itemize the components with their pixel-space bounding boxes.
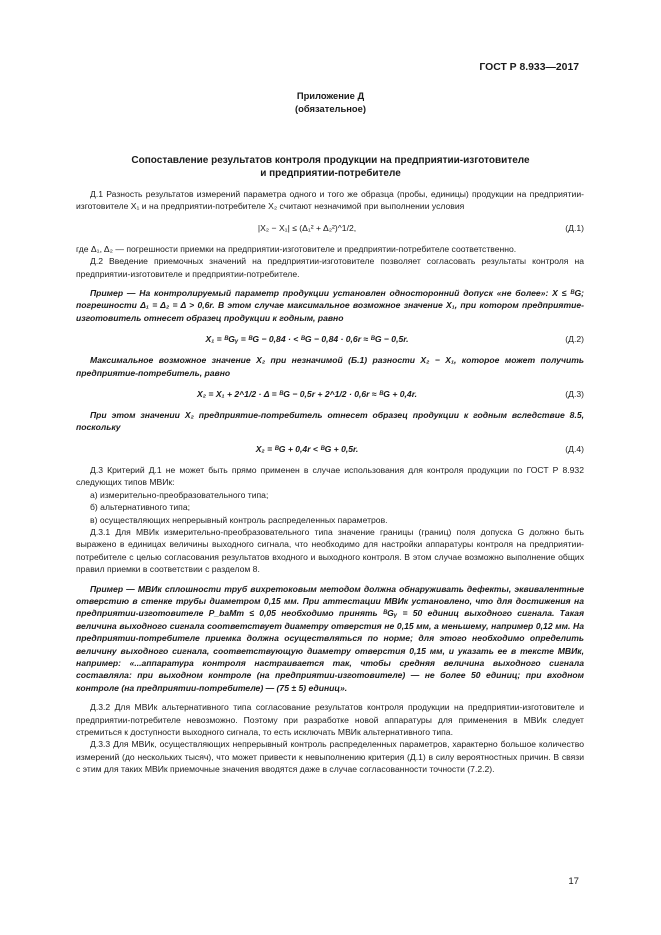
appendix-title [60,154,601,180]
equation-number: (Д.3) [565,389,584,400]
paragraph-where: где Δ₁, Δ₂ — погрешности приемки на предприятии-изготовителе и предприятии-потребителе соответственно. [76,243,517,254]
equation-d3 [76,388,584,400]
equation-formula: X₁ = ᴮGᵧ = ᴮG − 0,84 · < ᴮG − 0,84 · 0,6r ≈ ᴮG − 0,5r. [205,334,409,345]
paragraph-d32: Д.3.2 Для МВИк альтернативного типа согласование результатов контроля продукции на предприятии-изготовителе и предприятии-потребителе невозможно. Поэтому при разработке новой аппаратуры для применения в МВИк следует стремиться к доступности выходного сигнала, то есть исключать МВИк альтернативного типа. [76,702,584,737]
document-body [76,188,584,776]
paragraph-d33: Д.3.3 Для МВИк, осуществляющих непрерывный контроль распределенных параметров, характерно большое количество измерений (до нескольких тысяч), что может привести к невыполнению критерия (Д.1) в силу вероятностных причин. В связи с этим для таких МВИк приемочные значения вводятся даже в случае согласованности точности (7.2.2). [76,739,584,775]
equation-formula: X₂ = X₁ + 2^1/2 · Δ = ᴮG − 0,5r + 2^1/2 · 0,6r ≈ ᴮG + 0,4r. [197,389,417,400]
equation-number: (Д.4) [565,443,584,454]
appendix-heading [0,90,661,115]
document-header: ГОСТ Р 8.933—2017 [479,62,579,73]
equation-d4 [76,443,584,455]
equation-d1 [76,222,584,234]
page-number: 17 [568,876,579,887]
equation-number: (Д.2) [565,334,584,345]
example-3: При этом значении X₂ предприятие-потребитель отнесет образец продукции к годным вследствие 8.5, поскольку [76,410,584,433]
paragraph-d1: Д.1 Разность результатов измерений параметра одного и того же образца (пробы, единицы) продукции на предприятии-изготовителе X₁ и на предприятии-потребителе X₂ считают незначимой при выполнении условия [76,189,584,212]
list-item-b: б) альтернативного типа; [90,502,191,513]
equation-formula: |X₂ − X₁| ≤ (Δ₁² + Δ₂²)^1/2, [257,222,357,233]
paragraph-d31: Д.3.1 Для МВИк измерительно-преобразовательного типа значение границы (границ) поля допуска G должно быть выражено в единицах величины выходного сигнала, что необходимо для настройки аппаратуры контроля на предприятии-потребителе с целью согласования результатов входного и выходного контроля. В этом случае возможно выполнение общих правил приемки в соответствии с разделом 8. [76,526,584,575]
example-1: Пример — На контролируемый параметр продукции установлен односторонний допуск «не более»: X ≤ ᴮG; погрешности Δ₁ = Δ₂ = Δ > 0,6r. В этом случае максимальное возможное значение X₁, при котором предприятие-изготовитель отнесет образец продукции к годным, равно [76,288,584,323]
paragraph-d3: Д.3 Критерий Д.1 не может быть прямо применен в случае использования для контроля продукции по ГОСТ Р 8.932 следующих типов МВИк: [76,464,584,488]
list-item-c: в) осуществляющих непрерывный контроль распределенных параметров. [90,514,388,525]
example-4: Пример — МВИк сплошности труб вихретоковым методом должна обнаруживать дефекты, эквивалентные отверстию в стенке трубы диаметром 0,15 мм. При аттестации МВИк установлено, что для достижения на предприятии-изготовителе P_baMm ≤ 0,05 необходимо принять ᴮGᵧ = 50 единиц выходного сигнала. Такая величина выходного сигнала соответствует диаметру отверстия не 0,15 мм, а меньшему, например 0,12 мм. На предприятии-потребителе приемка должна осуществляться по норме; для этого необходимо определить величину выходного сигнала, соответствующую диаметру отверстия 0,15 мм, и указать ее в тексте МВИк, например: «...аппаратура контроля настраивается так, чтобы средняя величина выходного сигнала составляла: при выходном контроле (на предприятии-изготовителе) — не более 50 единиц; при входном контроле (на предприятии-потребителе) — (75 ± 5) единиц». [76,583,584,693]
example-2: Максимальное возможное значение X₂ при незначимой (Б.1) разности X₂ − X₁, которое может получить предприятие-потребитель, равно [76,355,584,378]
appendix-type: (обязательное) [295,102,366,114]
title-line-1: Сопоставление результатов контроля продукции на предприятии-изготовителе [131,155,530,166]
equation-number: (Д.1) [565,222,584,233]
paragraph-d2: Д.2 Введение приемочных значений на предприятии-изготовителе позволяет согласовать результаты контроля на предприятии-изготовителе и предприятии-потребителе. [76,256,584,279]
equation-formula: X₂ = ᴮG + 0,4r < ᴮG + 0,5r. [255,443,359,454]
equation-d2 [76,333,584,345]
title-line-2: и предприятии-потребителе [260,168,401,180]
appendix-name: Приложение Д [296,90,365,101]
list-item-a: а) измерительно-преобразовательного типа; [90,489,269,500]
